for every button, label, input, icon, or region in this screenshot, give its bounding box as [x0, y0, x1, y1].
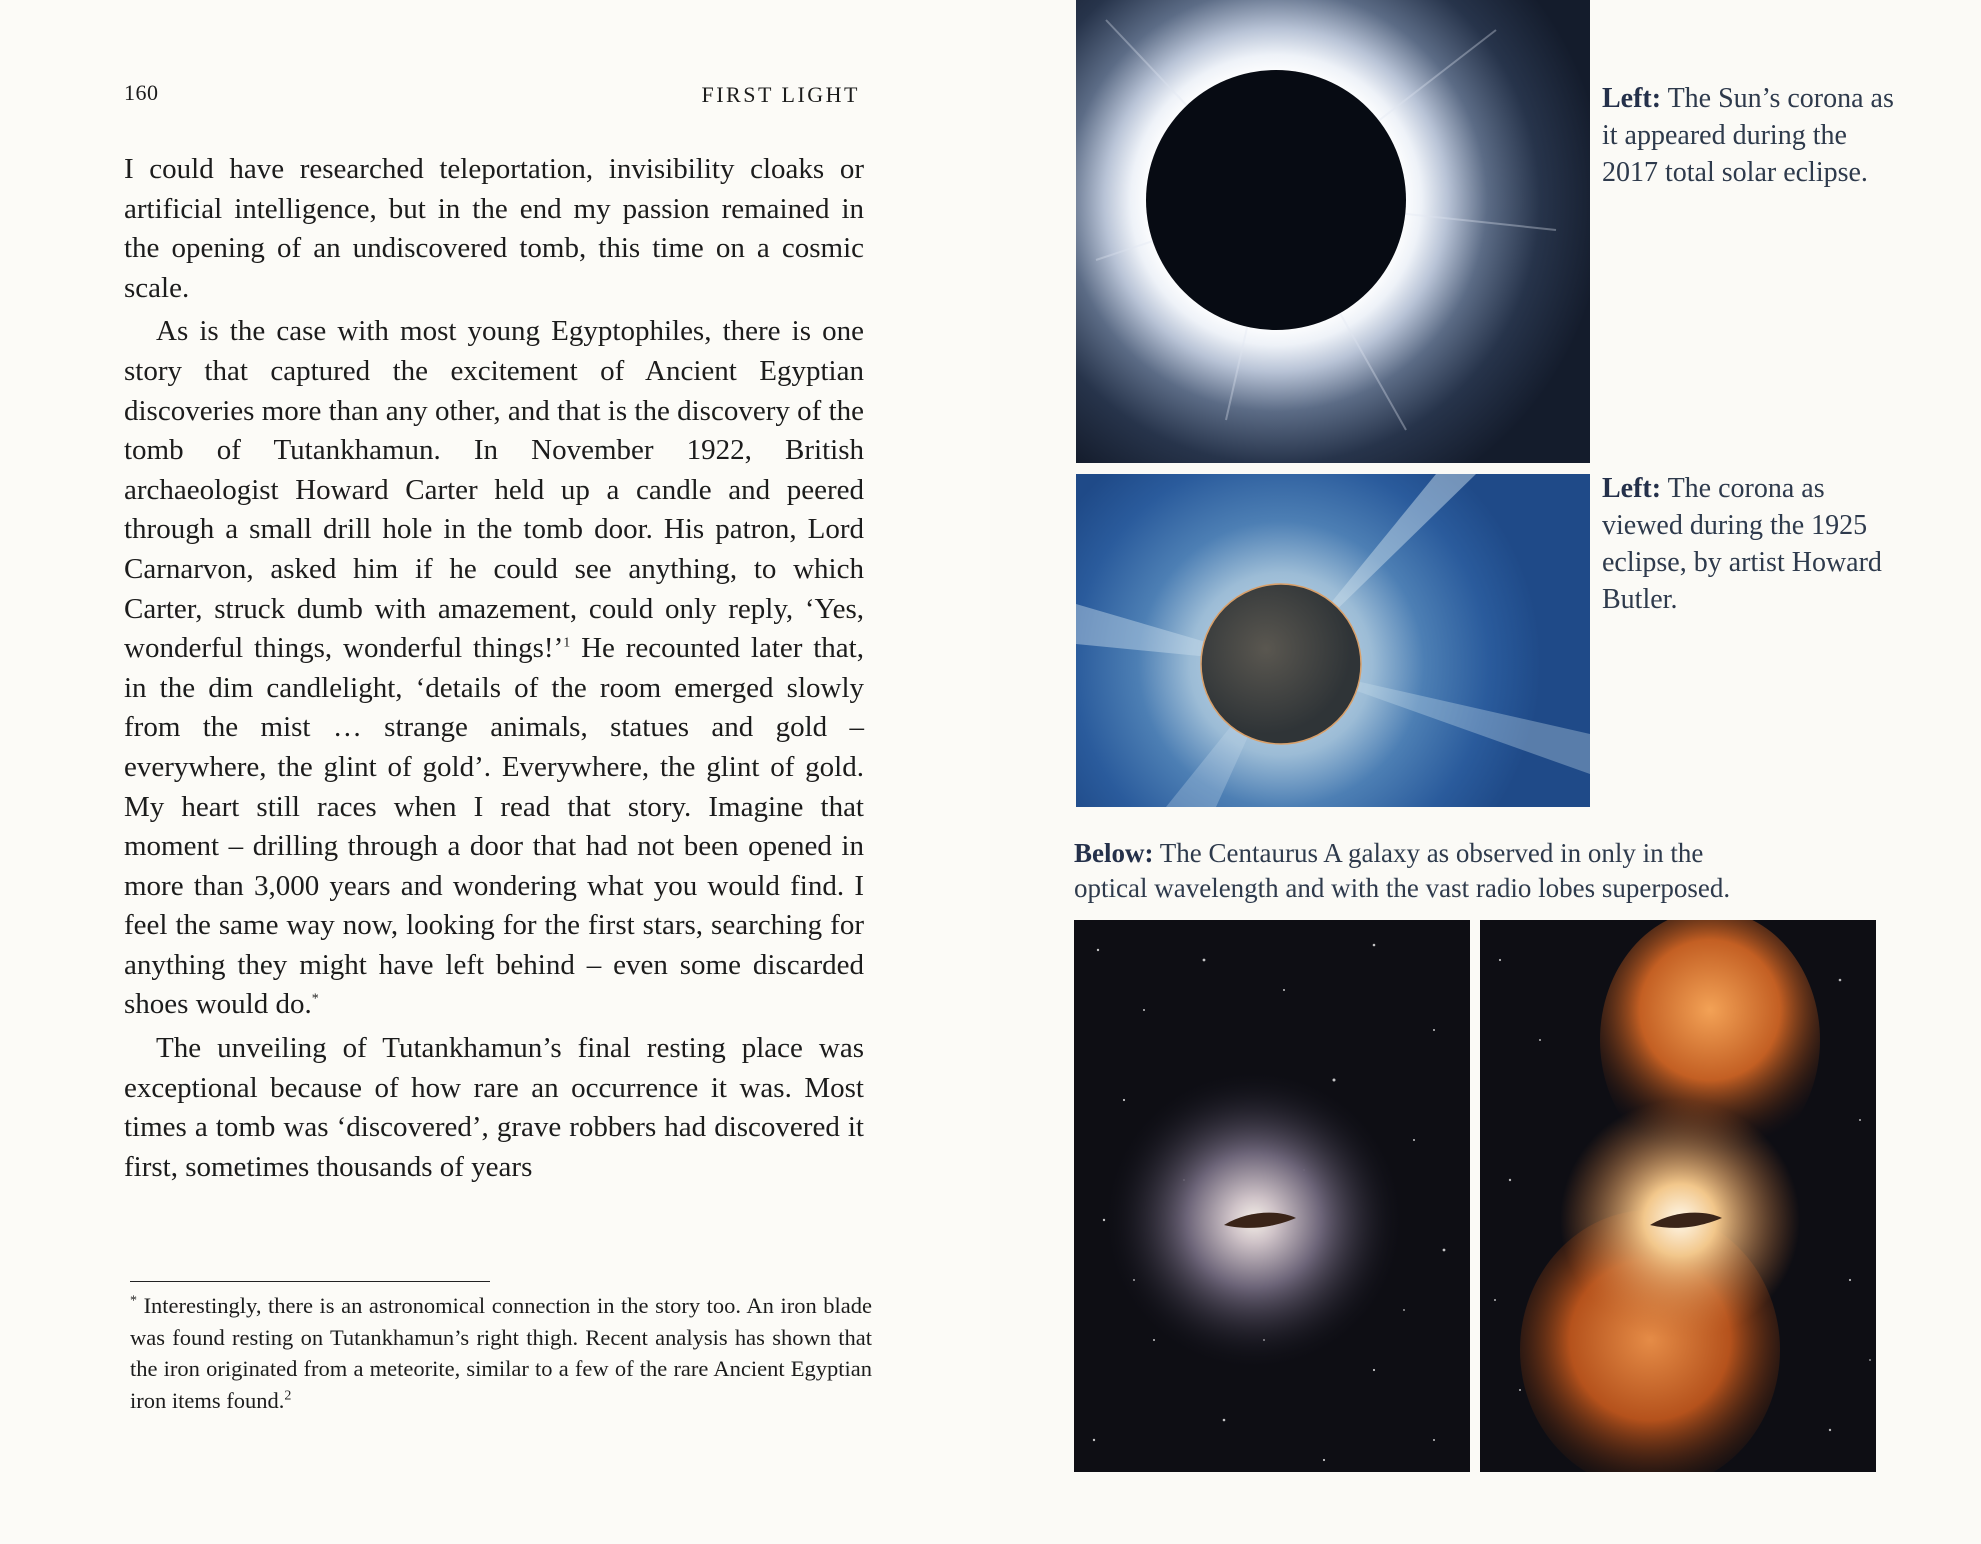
left-page	[0, 0, 990, 1544]
paragraph-2-part-b: He recounted later that, in the dim candlelight, ‘details of the room emerged slowly from the mist … strange animals, statues and gold – everywhere, the glint of gold’. Everywhere, the glint of gold. My heart still races when I read that story. Imagine that moment – drilling through a door that had not been opened in more than 3,000 years and wondering what you would find. I feel the same way now, looking for the first stars, searching for anything they might have left behind – even some discarded shoes would do.	[124, 632, 864, 1021]
running-head: FIRST LIGHT	[701, 82, 860, 107]
paragraph-2-part-a: As is the case with most young Egyptophiles, there is one story that captured the excitement of Ancient Egyptian discoveries more than any other, and that is the discovery of the tomb of Tutankhamun. In November 1922, British archaeologist Howard Carter held up a candle and peered through a small drill hole in the tomb door. His patron, Lord Carnarvon, asked him if he could see anything, to which Carter, struck dumb with amazement, could only reply, ‘Yes, wonderful things, wonderful things!’	[124, 315, 864, 665]
caption-3-label: Below:	[1074, 838, 1154, 868]
footnote-symbol: *	[130, 1293, 137, 1309]
footnote	[130, 1290, 872, 1416]
caption-2-label: Left:	[1602, 473, 1662, 504]
caption-2-text: The corona as viewed during the 1925 eclipse, by artist Howard Butler.	[1602, 473, 1882, 615]
caption-3-line-2: optical wavelength and with the vast radio lobes superposed.	[1074, 873, 1731, 903]
caption-1-label: Left:	[1602, 83, 1662, 114]
centaurus-optical-photo	[1074, 920, 1470, 1472]
endnote-ref-2[interactable]: 2	[284, 1388, 292, 1403]
paragraph-1: I could have researched teleportation, invisibility cloaks or artificial intelligence, but in the end my passion remained in the opening of an undiscovered tomb, this time on a cosmic scale.	[124, 153, 864, 304]
paragraph-3: The unveiling of Tutankhamun’s final resting place was exceptional because of how rare an occurrence it was. Most times a tomb was ‘discovered’, grave robbers had discovered it first, sometimes thousands of years	[124, 1032, 864, 1183]
endnote-ref-1[interactable]: 1	[563, 635, 571, 651]
caption-3-line-1: The Centaurus A galaxy as observed in only in the	[1153, 838, 1704, 868]
caption-corona-2017	[1602, 80, 1902, 191]
corona-2017-image	[1076, 0, 1590, 463]
page-number: 160	[124, 80, 159, 105]
body-text	[124, 150, 864, 1187]
corona-1925-image	[1076, 474, 1590, 807]
footnote-marker[interactable]: *	[311, 991, 319, 1007]
centaurus-radio-photo	[1480, 920, 1876, 1472]
centaurus-optical-image	[1074, 920, 1470, 1472]
centaurus-radio-image	[1480, 920, 1876, 1472]
paragraph-2	[124, 312, 864, 1025]
caption-corona-1925	[1602, 470, 1902, 618]
corona-2017-photo	[1076, 0, 1590, 463]
corona-1925-painting	[1076, 474, 1590, 807]
footnote-text: Interestingly, there is an astronomical connection in the story too. An iron blade was found resting on Tutankhamun’s right thigh. Recent analysis has shown that the iron originated from a meteorite, similar to a few of the rare Ancient Egyptian iron items found.	[130, 1293, 872, 1413]
moon-disk-1925	[1201, 584, 1361, 744]
footnote-rule	[130, 1281, 490, 1282]
caption-centaurus	[1074, 836, 1730, 906]
moon-disk-2017	[1146, 70, 1406, 330]
caption-1-text: The Sun’s corona as it appeared during the 2017 total solar eclipse.	[1602, 83, 1894, 188]
right-page	[990, 0, 1981, 1544]
